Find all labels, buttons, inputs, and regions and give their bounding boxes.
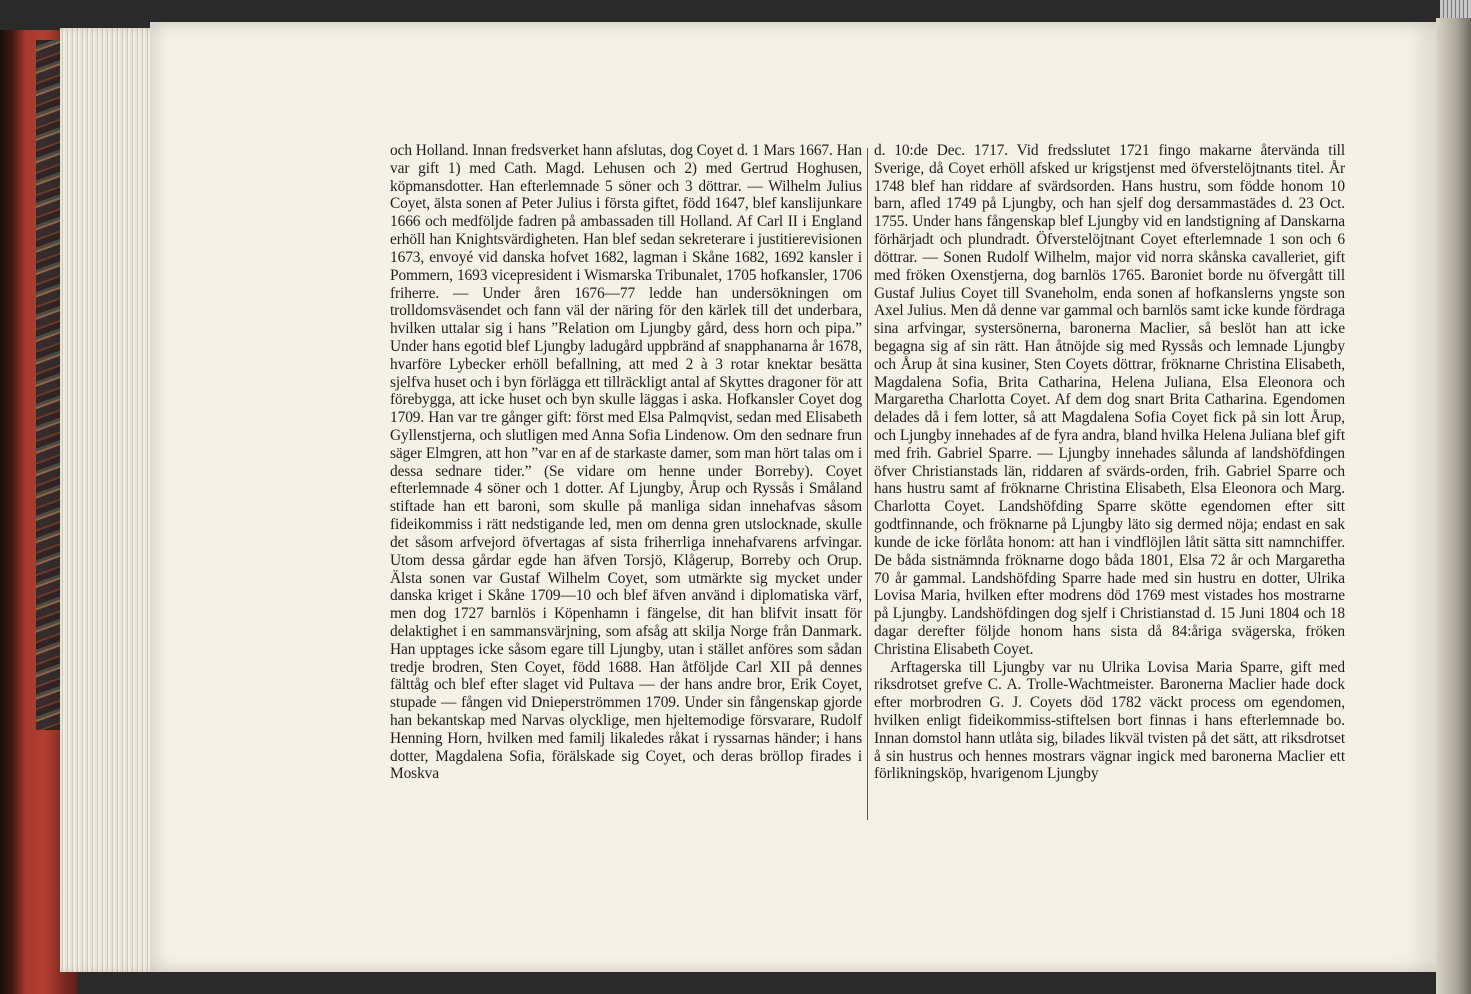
column-divider	[867, 148, 868, 820]
right-column-paragraph-1: d. 10:de Dec. 1717. Vid fredsslutet 1721 fingo makarne återvända till Sverige, då Coyet erhöll afsked ur krigstjenst med öfverstelöjtnants titel. År 1748 blef han riddare af svärdsorden. Hans hustru, som födde honom 10 barn, afled 1749 på Ljungby, och han sjelf dog dersammastädes d. 23 Oct. 1755. Under hans fångenskap blef Ljungby vid en landstigning af Danskarna förhärjadt och plundradt. Öfverstelöjtnant Coyet efterlemnade 1 son och 6 döttrar. — Sonen Rudolf Wilhelm, major vid norra skånska cavalleriet, gift med fröken Oxenstjerna, dog barnlös 1765. Baroniet borde nu öfvergått till Gustaf Julius Coyet till Svaneholm, enda sonen af hofkanslerns yngste son Axel Julius. Men då denne var gammal och barnlös samt icke kunde fördraga sina arfvingar, systersönerna, baronerna Maclier, så beslöt han att icke begagna sig af sin rätt. Han åtnöjde sig med Ryssås och lemnade Ljungby och Årup åt sina kusiner, Sten Coyets döttrar, fröknarne Christina Elisabeth, Magdalena Sofia, Brita Catharina, Helena Juliana, Elsa Eleonora och Margaretha Charlotta Coyet. Af dem dog snart Brita Catharina. Egendomen delades då i fem lotter, så att Magdalena Sofia Coyet fick på sin lott Årup, och Ljungby innehades af de fyra andra, bland hvilka Helena Juliana blef gift med frih. Gabriel Sparre. — Ljungby innehades sålunda af landshöfdingen öfver Christianstads län, riddaren af svärds-orden, frih. Gabriel Sparre och hans hustru samt af fröknarne Christina Elisabeth, Elsa Eleonora och Marg. Charlotta Coyet. Landshöfding Sparre skötte egendomen efter sitt godtfinnande, och fröknarne på Ljungby läto sig dermed nöja; endast en sak kunde de icke förlåta honom: att han i vindflöjlen låtit sätta sitt namnchiffer. De båda sistnämnda fröknarne dogo båda 1801, Elsa 72 år och Margaretha 70 år gammal. Landshöfding Sparre hade med sin hustru en dotter, Ulrika Lovisa Maria, hvilken efter modrens död 1769 mest vistades hos mostrarne på Ljungby. Landshöfdingen dog sjelf i Christianstad d. 15 Juni 1804 och 18 dagar derefter följde honom hans sista då 84:åriga svägerska, fröken Christina Elisabeth Coyet.	[874, 142, 1345, 658]
right-column-paragraph-2: Arftagerska till Ljungby var nu Ulrika Lovisa Maria Sparre, gift med riksdrotset grefve C. A. Trolle-Wachtmeister. Baronerna Maclier hade dock efter morbrodren G. J. Coyets död 1782 väckt process om egendomen, hvilken enligt fideikommiss-stiftelsen bort finnas i hans efterlemnade bo. Innan domstol hann utlåta sig, bilades likväl tvisten på det sätt, att riksdrotset å sin hustrus och hennes mostrars vägnar ingick med baronerna Maclier ett förlikningsköp, hvarigenom Ljungby	[874, 658, 1345, 783]
left-column-paragraph-1: och Holland. Innan fredsverket hann afslutas, dog Coyet d. 1 Mars 1667. Han var gift 1) med Cath. Magd. Lehusen och 2) med Gertrud Hoghusen, köpmansdotter. Han efterlemnade 5 söner och 3 döttrar. — Wilhelm Julius Coyet, älsta sonen af Peter Julius i första giftet, född 1647, blef kanslijunkare 1666 och medföljde fadren på ambassaden till Holland. Af Carl II i England erhöll han Knightsvärdigheten. Han blef sedan sekreterare i justitierevisionen 1673, envoyé vid danska hofvet 1682, lagman i Skåne 1682, 1692 kansler i Pommern, 1693 vicepresident i Wismarska Tribunalet, 1705 hofkansler, 1706 friherre. — Under åren 1676—77 ledde han undersökningen om trolldomsväsendet och fann väl der näring för den kärlek till det underbara, hvilken uttalar sig i hans ”Relation om Ljungby gård, dess horn och pipa.” Under hans egotid blef Ljungby ladugård uppbränd af snapphanarna år 1678, hvarföre Lybecker erhöll befallning, att med 2 à 3 rotar knektar besätta sjelfva huset och i byn förlägga ett tillräckligt antal af Skyttes dragoner för att förebygga, att icke huset och byn skulle läggas i aska. Hofkansler Coyet dog 1709. Han var tre gånger gift: först med Elsa Palmqvist, sedan med Elisabeth Gyllenstjerna, och slutligen med Anna Sofia Lindenow. Om den sednare frun säger Elmgren, att hon ”var en af de starkaste damer, som man hört talas om i dessa sednare tider.” (Se vidare om henne under Borreby). Coyet efterlemnade 4 söner och 1 dotter. Af Ljungby, Årup och Ryssås i Småland stiftade han ett baroni, som skulle på manliga sidan innehafvas såsom fideikommiss i rätt nedstigande led, men om denna gren utslocknade, skulle det såsom arfvejord öfvertagas af sista friherrliga innehafvarens arfvingar. Utom dessa gårdar egde han äfven Torsjö, Klågerup, Borreby och Orup. Älsta sonen var Gustaf Wilhelm Coyet, som utmärkte sig mycket under danska kriget i Skåne 1709—10 och blef äfven använd i diplomatiska värf, men dog 1727 barnlös i Köpenhamn i fängelse, dit han blifvit insatt för delaktighet i en sammansvärjning, som afsåg att skilja Norge från Danmark. Han upptages icke såsom egare till Ljungby, utan i stället anföres som sådan tredje brodren, Sten Coyet, född 1688. Han åtföljde Carl XII på dennes fälttåg och blef efter slaget vid Pultava — der hans andre bror, Erik Coyet, stupade — fången vid Dnieperströmmen 1709. Under sin fångenskap gjorde han bekantskap med Narvas olycklige, men hjeltemodige försvarare, Rudolf Henning Horn, hvilken med familj likaledes råkat i ryssarnas händer; i hans dotter, Magdalena Sofia, förälskade sig Coyet, och deras bröllop firades i Moskva	[390, 142, 862, 783]
right-text-column	[874, 142, 1345, 783]
page-stack-edges	[60, 28, 160, 972]
left-text-column	[390, 142, 862, 783]
facing-page-gutter	[1436, 18, 1471, 994]
scan-calibration-strip	[1440, 0, 1471, 18]
